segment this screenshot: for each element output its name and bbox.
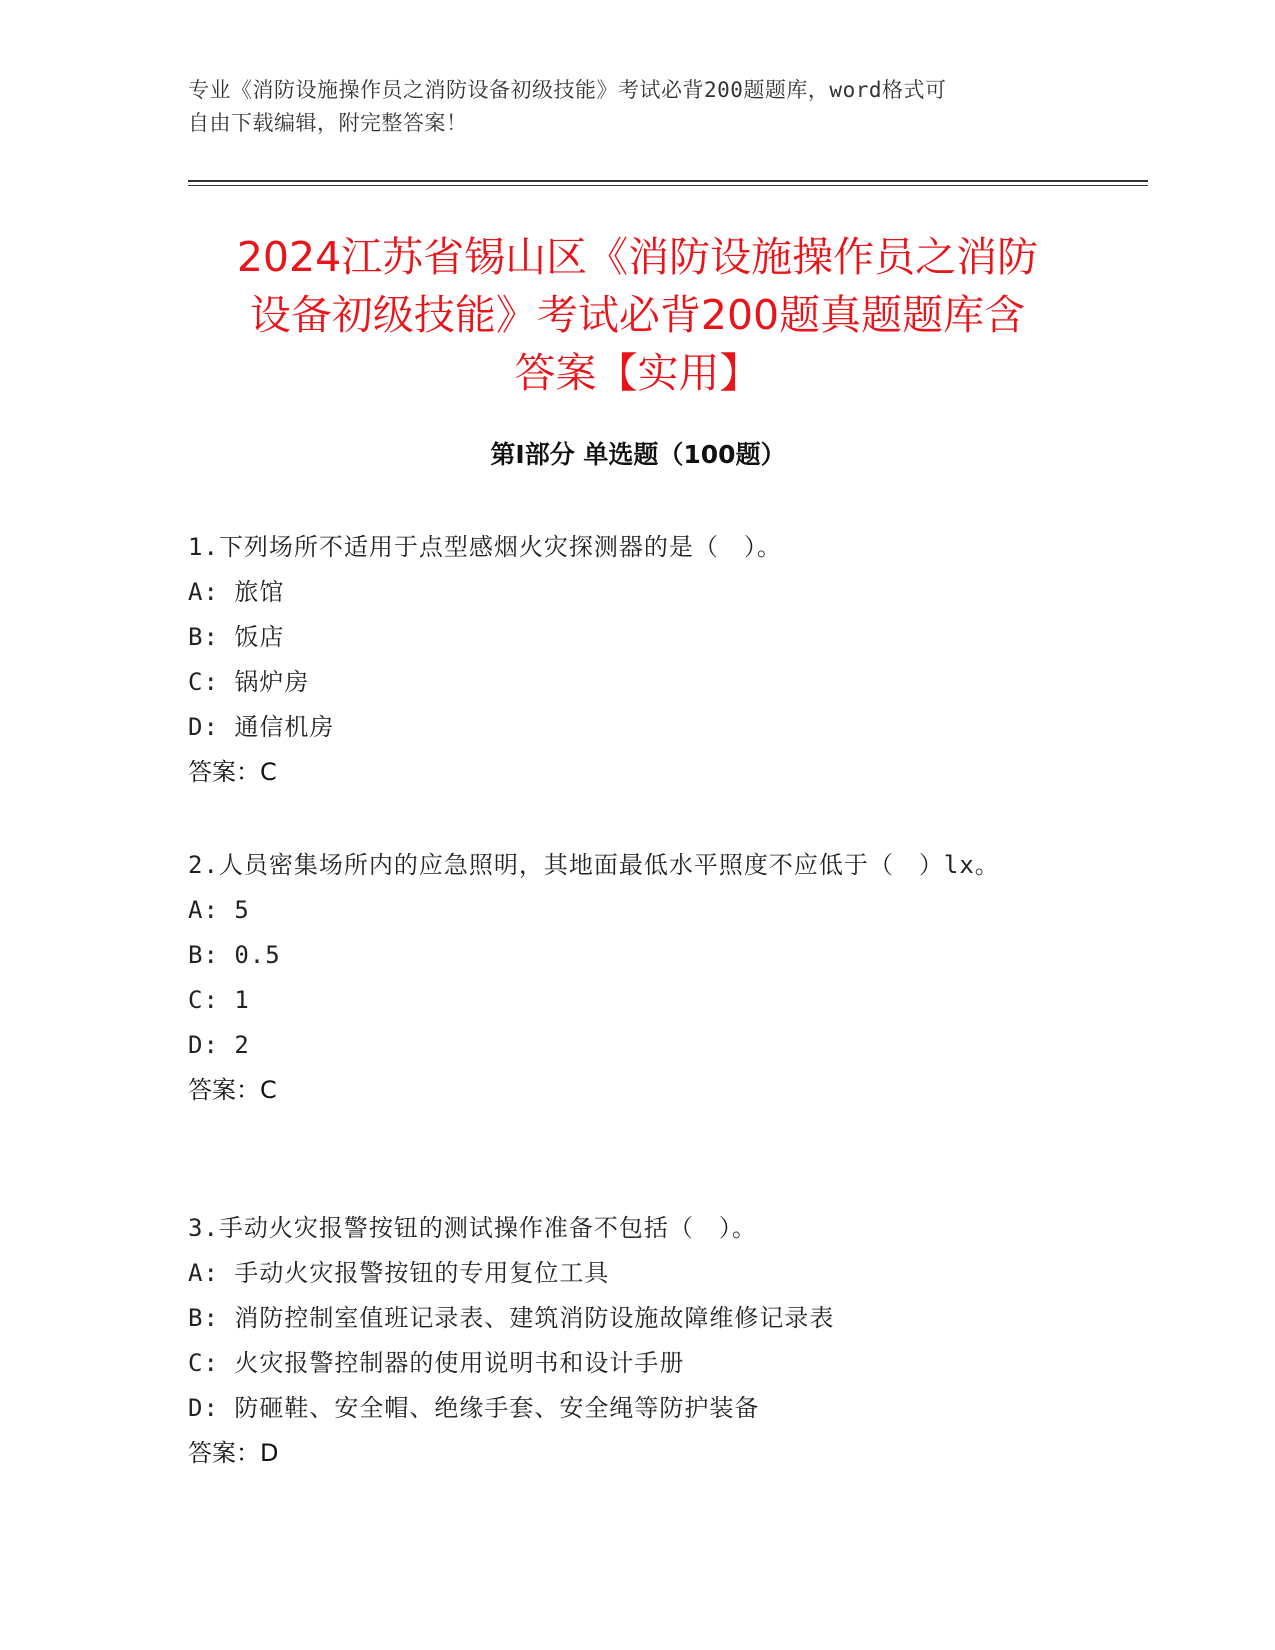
- header-divider-thick: [188, 180, 1148, 182]
- answer-line: 答案：C: [188, 1076, 277, 1104]
- option-d: D: 防砸鞋、安全帽、绝缘手套、安全绳等防护装备: [188, 1394, 760, 1422]
- question-block: [188, 525, 1088, 795]
- header-divider-thin: [188, 185, 1148, 186]
- question-block: [188, 843, 1088, 1113]
- option-a: A: 旅馆: [188, 578, 285, 606]
- question-block: [188, 1206, 1088, 1476]
- option-a: A: 5: [188, 896, 250, 924]
- question-stem: 1.下列场所不适用于点型感烟火灾探测器的是（ ）。: [188, 533, 782, 561]
- option-b: B: 0.5: [188, 941, 281, 969]
- question-stem: 2.人员密集场所内的应急照明，其地面最低水平照度不应低于（ ）lx。: [188, 851, 1000, 879]
- answer-line: 答案：D: [188, 1439, 279, 1467]
- option-a: A: 手动火灾报警按钮的专用复位工具: [188, 1259, 610, 1287]
- option-c: C: 1: [188, 986, 250, 1014]
- title-line: 2024江苏省锡山区《消防设施操作员之消防: [236, 233, 1039, 281]
- header-note-line: 自由下载编辑，附完整答案！: [188, 111, 468, 135]
- option-b: B: 消防控制室值班记录表、建筑消防设施故障维修记录表: [188, 1304, 835, 1332]
- question-stem: 3.手动火灾报警按钮的测试操作准备不包括（ ）。: [188, 1214, 757, 1242]
- option-b: B: 饭店: [188, 623, 285, 651]
- title-line: 答案【实用】: [514, 349, 761, 397]
- document-title: [150, 228, 1125, 402]
- header-note: [188, 74, 1088, 140]
- title-line: 设备初级技能》考试必背200题真题题库含: [249, 291, 1026, 339]
- option-c: C: 火灾报警控制器的使用说明书和设计手册: [188, 1349, 685, 1377]
- answer-line: 答案：C: [188, 758, 277, 786]
- section-heading: 第I部分 单选题（100题）: [490, 440, 786, 469]
- option-d: D: 2: [188, 1031, 250, 1059]
- header-note-line: 专业《消防设施操作员之消防设备初级技能》考试必背200题题库，word格式可: [188, 78, 947, 102]
- option-d: D: 通信机房: [188, 713, 335, 741]
- option-c: C: 锅炉房: [188, 668, 310, 696]
